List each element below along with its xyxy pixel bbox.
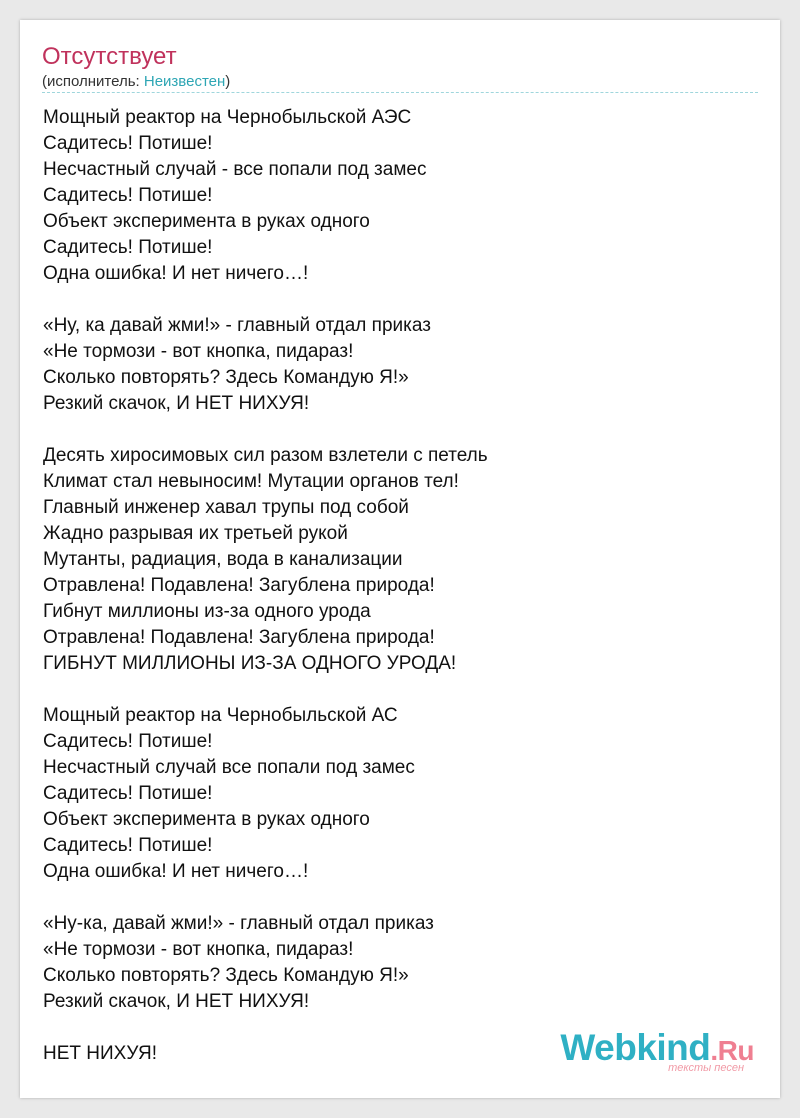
lyric-line: Сколько повторять? Здесь Командую Я!» (43, 367, 409, 388)
stanza-break (43, 287, 763, 313)
lyric-line: «Ну, ка давай жми!» - главный отдал приказ (43, 315, 431, 336)
lyrics-body (43, 105, 763, 1067)
lyric-line: Одна ошибка! И нет ничего…! (43, 263, 309, 284)
lyric-line: НЕТ НИХУЯ! (43, 1043, 157, 1064)
lyric-line: Десять хиросимовых сил разом взлетели с петель (43, 445, 488, 466)
lyric-line: «Ну-ка, давай жми!» - главный отдал приказ (43, 913, 434, 934)
lyric-line: Несчастный случай все попали под замес (43, 757, 415, 778)
lyric-line: Садитесь! Потише! (43, 783, 213, 804)
song-title: Отсутствует (42, 43, 177, 70)
lyric-line: Садитесь! Потише! (43, 731, 213, 752)
stanza-break (43, 677, 763, 703)
lyrics-page (20, 20, 780, 1098)
lyric-line: Одна ошибка! И нет ничего…! (43, 861, 309, 882)
lyric-line: Сколько повторять? Здесь Командую Я!» (43, 965, 409, 986)
lyric-line: Садитесь! Потише! (43, 237, 213, 258)
lyric-line: Отравлена! Подавлена! Загублена природа! (43, 627, 435, 648)
lyric-line: Резкий скачок, И НЕТ НИХУЯ! (43, 991, 310, 1012)
lyric-line: Садитесь! Потише! (43, 133, 213, 154)
artist-link[interactable]: Неизвестен (143, 73, 226, 90)
webkind-logo[interactable] (560, 1027, 754, 1074)
lyric-line: ГИБНУТ МИЛЛИОНЫ ИЗ-ЗА ОДНОГО УРОДА! (43, 653, 457, 674)
lyric-line: «Не тормози - вот кнопка, пидараз! (43, 939, 354, 960)
lyric-line: Садитесь! Потише! (43, 185, 213, 206)
stanza-break (43, 417, 763, 443)
lyric-line: Жадно разрывая их третьей рукой (43, 523, 348, 544)
lyric-line: Климат стал невыносим! Мутации органов тел! (43, 471, 459, 492)
lyric-line: «Не тормози - вот кнопка, пидараз! (43, 341, 354, 362)
header-divider (42, 92, 758, 93)
lyric-line: Объект эксперимента в руках одного (43, 211, 370, 232)
lyric-line: Объект эксперимента в руках одного (43, 809, 370, 830)
artist-prefix: (исполнитель: (42, 73, 144, 90)
logo-brand: Webkind (560, 1027, 711, 1068)
lyric-line: Главный инженер хавал трупы под собой (43, 497, 409, 518)
lyric-line: Несчастный случай - все попали под замес (43, 159, 427, 180)
logo-tld: .Ru (710, 1035, 754, 1066)
lyric-line: Мутанты, радиация, вода в канализации (43, 549, 403, 570)
artist-line (42, 72, 230, 92)
lyric-line: Отравлена! Подавлена! Загублена природа! (43, 575, 435, 596)
logo-tagline: тексты песен (668, 1062, 744, 1074)
stanza-break (43, 885, 763, 911)
lyric-line: Резкий скачок, И НЕТ НИХУЯ! (43, 393, 310, 414)
artist-suffix: ) (225, 73, 231, 90)
lyric-line: Гибнут миллионы из-за одного урода (43, 601, 371, 622)
lyric-line: Мощный реактор на Чернобыльской АЭС (43, 107, 412, 128)
lyric-line: Садитесь! Потише! (43, 835, 213, 856)
lyric-line: Мощный реактор на Чернобыльской АС (43, 705, 398, 726)
